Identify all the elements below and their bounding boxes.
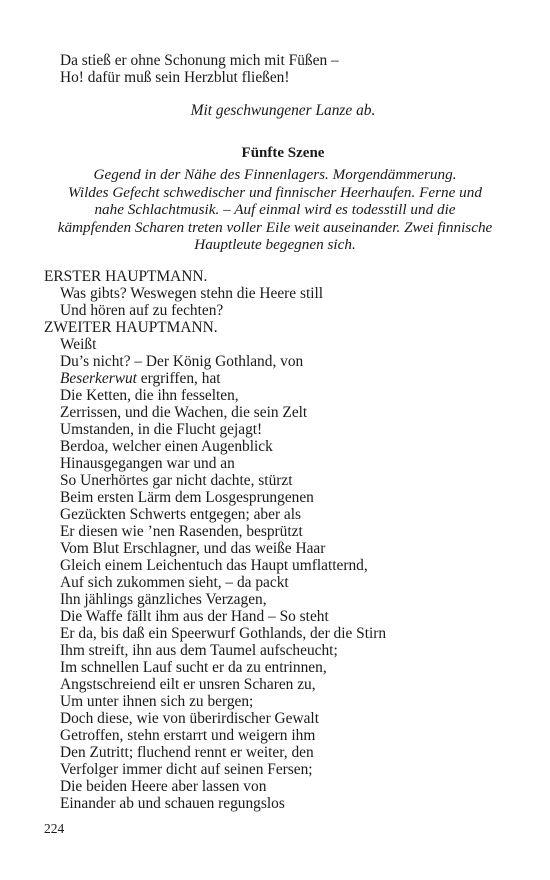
speech-fragment: ergriffen, hat bbox=[136, 370, 221, 387]
exit-stage-direction: Mit geschwungener Lanze ab. bbox=[190, 102, 376, 119]
speech-line-with-italic bbox=[44, 370, 506, 387]
speech-line: Und hören auf zu fechten? bbox=[60, 302, 224, 319]
speaker-second-captain: ZWEITER HAUPTMANN. bbox=[44, 319, 218, 336]
description-line: Wildes Gefecht schwedischer und finnischer Heerhaufen. Ferne und bbox=[68, 183, 482, 201]
speech-line: Er diesen wie ’nen Rasenden, besprützt bbox=[60, 523, 303, 540]
italic-word: Beserkerwut bbox=[60, 370, 137, 387]
speech-line: Verfolger immer dicht auf seinen Fersen; bbox=[60, 761, 313, 778]
speech-line: Auf sich zukommen sieht, – da packt bbox=[60, 574, 289, 591]
opening-verse bbox=[44, 52, 506, 86]
speech-line: Gezückten Schwerts entgegen; aber als bbox=[60, 506, 302, 523]
speech-line: Ihm streift, ihn aus dem Taumel aufscheucht; bbox=[60, 642, 338, 659]
description-line: Gegend in der Nähe des Finnenlagers. Morgendämmerung. bbox=[93, 166, 457, 183]
speech-line: So Unerhörtes gar nicht dachte, stürzt bbox=[60, 472, 293, 489]
scene-title: Fünfte Szene bbox=[241, 145, 325, 161]
speech-line: Umstanden, in die Flucht gejagt! bbox=[60, 421, 263, 438]
speech-line: Was gibts? Weswegen stehn die Heere still bbox=[60, 285, 324, 302]
speech-line: Zerrissen, und die Wachen, die sein Zelt bbox=[60, 404, 308, 421]
speech-line: Angstschreiend eilt er unsren Scharen zu, bbox=[60, 676, 316, 693]
description-line: Hauptleute begegnen sich. bbox=[194, 236, 356, 254]
speech-line: Er da, bis daß ein Speerwurf Gothlands, der die Stirn bbox=[60, 625, 387, 642]
speech-line: Doch diese, wie von überirdischer Gewalt bbox=[60, 710, 319, 727]
speech-line: Weißt bbox=[60, 336, 97, 353]
speech-line: Die Waffe fällt ihm aus der Hand – So steht bbox=[60, 608, 329, 625]
speech-line: Getroffen, stehn erstarrt und weigern ihm bbox=[60, 727, 316, 744]
dialogue bbox=[44, 268, 506, 812]
scene-description bbox=[32, 166, 518, 254]
page-number: 224 bbox=[44, 821, 65, 836]
speech-line: Um unter ihnen sich zu bergen; bbox=[60, 693, 254, 710]
speaker-first-captain: ERSTER HAUPTMANN. bbox=[44, 268, 208, 285]
description-line: nahe Schlachtmusik. – Auf einmal wird es todesstill und die bbox=[94, 201, 456, 219]
speech-line: Berdoa, welcher einen Augenblick bbox=[60, 438, 273, 455]
speech-line: Ihn jählings gänzliches Verzagen, bbox=[60, 591, 267, 608]
speech-line: Gleich einem Leichentuch das Haupt umflatternd, bbox=[60, 557, 368, 574]
speech-line: Den Zutritt; fluchend rennt er weiter, den bbox=[60, 744, 314, 761]
speech-line: Einander ab und schauen regungslos bbox=[60, 795, 285, 812]
speech-line: Die Ketten, die ihn fesselten, bbox=[60, 387, 239, 404]
description-line: kämpfenden Scharen treten voller Eile weit auseinander. Zwei finnische bbox=[57, 218, 493, 236]
speech-line: Beim ersten Lärm dem Losgesprungenen bbox=[60, 489, 314, 506]
speech-line: Im schnellen Lauf sucht er da zu entrinnen, bbox=[60, 659, 327, 676]
speech-line: Du’s nicht? – Der König Gothland, von bbox=[60, 353, 304, 370]
verse-line: Da stieß er ohne Schonung mich mit Füßen – bbox=[60, 52, 339, 69]
speech-line: Hinausgegangen war und an bbox=[60, 455, 235, 472]
verse-line: Ho! dafür muß sein Herzblut fließen! bbox=[60, 69, 290, 86]
speech-line: Vom Blut Erschlagner, und das weiße Haar bbox=[60, 540, 326, 557]
speech-line: Die beiden Heere aber lassen von bbox=[60, 778, 267, 795]
